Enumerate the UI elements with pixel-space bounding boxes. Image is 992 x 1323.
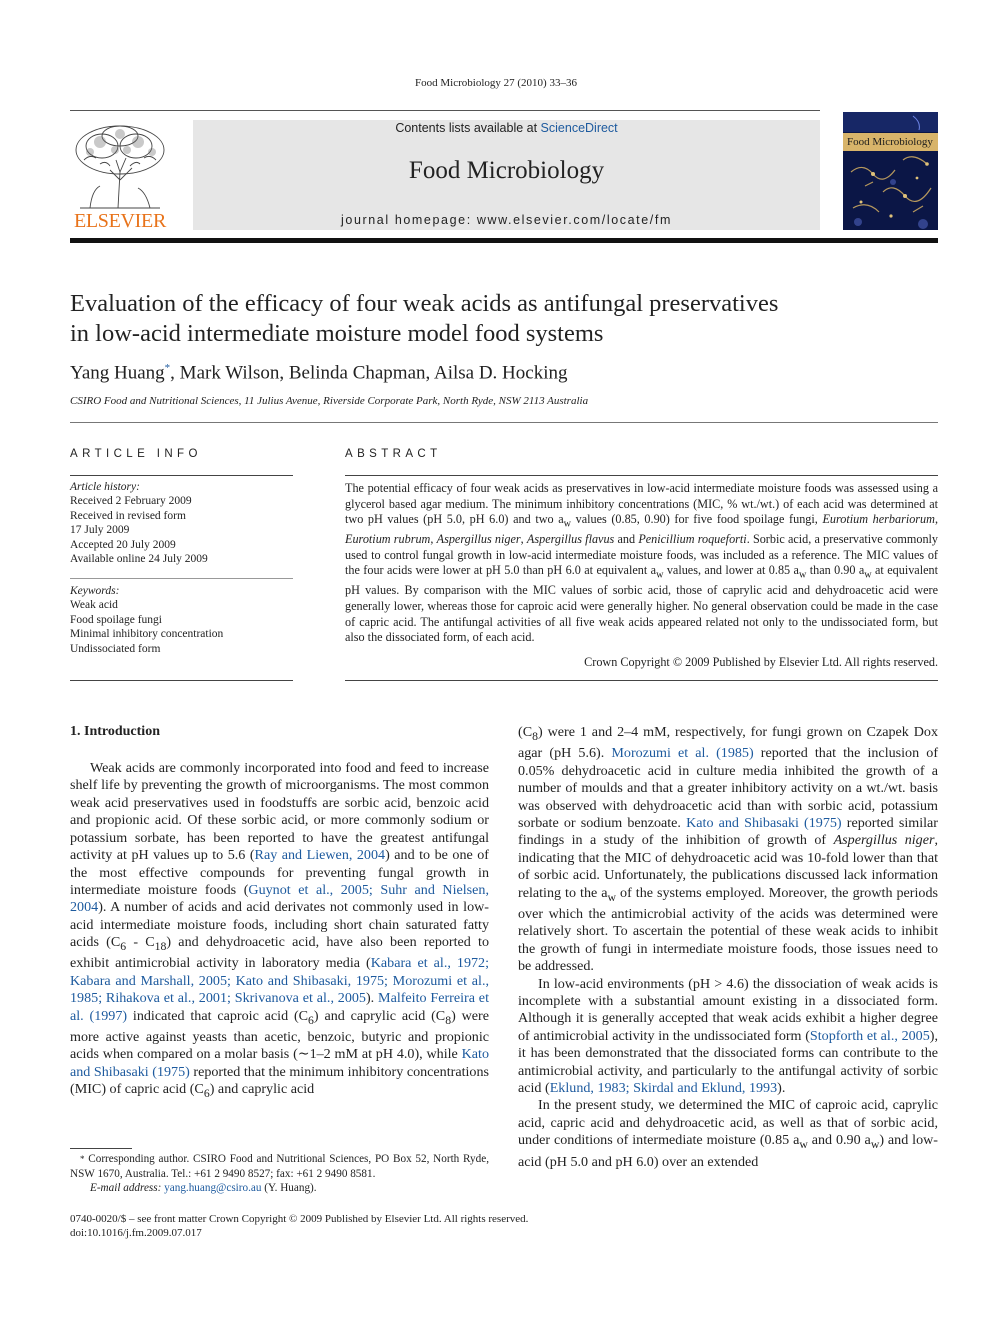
body-column-left — [70, 760, 489, 1102]
journal-homepage[interactable]: journal homepage: www.elsevier.com/locate/fm — [341, 213, 672, 227]
article-title — [70, 289, 930, 349]
cover-art — [843, 112, 938, 230]
citation-link[interactable]: Ray and Liewen, 2004 — [254, 847, 386, 864]
email-label: E-mail address: — [90, 1182, 162, 1194]
abstract-text: The potential efficacy of four weak acids as preservatives in low-acid intermediate moisture foods was assessed using a glycerol based agar medium. The minimum inhibitory concentrations (MIC, % wt./wt.) of each acid was determined at two pH values (pH 5.0, pH 6.0) and two $a_w$ values (0.85, 0.90) for five food spoilage fungi, Eurotium herbariorum, Eurotium rubrum, Aspergillus niger, Aspergillus flavus and Penicillium roqueforti. Sorbic acid, a preservative commonly used to control fungal growth in low-acid intermediate moisture foods, was included as a reference. The MIC values of the four acids were lower at pH 5.0 than pH 6.0 at equivalent $a_w$ values, and lower at 0.85 $a_w$ than 0.90 $a_w$ at equivalent pH values. By comparison with the MIC values of sorbic acid, those of caprylic acid and dehydroacetic acid were generally lower, whereas those for caproic acid were generally higher. No general observation could be made in the case of capric acid. The antifungal activities of all five weak acids appeared related not only to the undissociated form, but also the dissociated form, of each acid. — [345, 481, 939, 645]
citation-link[interactable]: Kato and Shibasaki (1975) — [686, 814, 842, 831]
contents-prefix: Contents lists available at — [395, 121, 541, 135]
history-item: Accepted 20 July 2009 — [70, 538, 176, 551]
journal-banner — [193, 120, 820, 230]
footnote-rule — [70, 1148, 132, 1149]
footnote-email-line — [70, 1181, 489, 1196]
keywords — [70, 584, 293, 656]
elsevier-wordmark: ELSEVIER — [73, 210, 167, 232]
history-item: Received in revised form — [70, 509, 186, 522]
contents-line — [193, 121, 820, 135]
tree-icon — [70, 120, 170, 212]
affiliation: CSIRO Food and Nutritional Sciences, 11 Julius Avenue, Riverside Corporate Park, North Ryde, NSW 2113 Australia — [70, 395, 589, 407]
history-label: Article history: — [70, 481, 140, 493]
keyword: Food spoilage fungi — [70, 613, 162, 626]
elsevier-logo — [70, 120, 170, 235]
citation-link[interactable]: Eklund, 1983; Skirdal and Eklund, 1993 — [549, 1080, 778, 1097]
footer-copyright: 0740-0020/$ – see front matter Crown Copyright © 2009 Published by Elsevier Ltd. All rights reserved. — [70, 1213, 529, 1225]
header-rule-thick — [70, 238, 938, 243]
divider — [345, 475, 938, 476]
paragraph: Weak acids are commonly incorporated into food and feed to increase shelf life by preventing the growth of microorganisms. The most common weak acid preservatives used in foodstuffs are sorbic acid, benzoic acid and propionic acid. Of these sorbic acid, or more commonly sodium or potassium sorbate, has been reported to have the greatest antifungal activity at pH values up to 5.6 (Ray and Liewen, 2004) and to be one of the most effective compounds for preventing fungal growth in intermediate moisture foods (Guynot et al., 2005; Suhr and Nielsen, 2004). A number of acids and acid derivates not commonly used in low-acid intermediate moisture foods, including short chain saturated fatty acids $(C_6 - C_{18})$ and dehydroacetic acid, have also been reported to exhibit antimicrobial activity in laboratory media (Kabara et al., 1972; Kabara and Marshall, 2005; Kato and Shibasaki, 1975; Morozumi et al., 1985; Rihakova et al., 2001; Skrivanova et al., 2005). Malfeito Ferreira et al. (1997) indicated that caproic acid $(C_6)$ and caprylic acid $(C_8)$ were more active against yeasts than acetic, benzoic, butyric and propionic acids when compared on a molar basis (∼1–2 mM at pH 4.0), while Kato and Shibasaki (1975) reported that the minimum inhibitory concentrations (MIC) of capric acid $(C_6)$ and caprylic acid — [70, 760, 489, 1101]
divider — [70, 680, 293, 681]
sciencedirect-link[interactable]: ScienceDirect — [540, 121, 618, 135]
footnote — [70, 1152, 489, 1196]
divider — [345, 680, 938, 681]
author-corresponding[interactable]: Yang Huang — [70, 362, 165, 384]
paragraph: $(C_8)$ were 1 and 2–4 mM, respectively, for fungi grown on Czapek Dox agar (pH 5.6). Morozumi et al. (1985) reported that the inclusion of 0.05% dehydroacetic acid in culture media inhibited the growth of a number of moulds and that a greater inhibitory activity on a wt./wt. basis was observed with dehydroacetic acid than with sorbic acid, potassium sorbate or sodium benzoate. Kato and Shibasaki (1975) reported similar findings in a study of the inhibition of growth of Aspergillus niger, indicating that the MIC of dehydroacetic acid was 10-fold lower than that of sorbic acid. Unfortunately, the publications discussed lack information relating to the $a_w$ of the systems employed. Moreover, the growth periods over which the antimicrobial activity of the acids was determined were relatively short. To ascertain the potential of these weak acids to inhibit the growth of fungi in intermediate moisture foods, those issues need to be addressed. — [518, 724, 939, 975]
paragraph: In the present study, we determined the MIC of caproic acid, caprylic acid, capric acid and dehydroacetic acid, as well as that of sorbic acid, under conditions of intermediate moisture (0.85 $a_w$ and 0.90 $a_w$) and low-acid (pH 5.0 and pH 6.0) over an extended — [518, 1097, 938, 1170]
keyword: Undissociated form — [70, 642, 161, 655]
article-history — [70, 480, 293, 566]
cover-title: Food Microbiology — [843, 133, 938, 151]
abstract-copyright: Crown Copyright © 2009 Published by Elsevier Ltd. All rights reserved. — [584, 655, 938, 669]
title-line-1: Evaluation of the efficacy of four weak acids as antifungal preservatives — [70, 290, 779, 317]
body-column-right — [518, 724, 938, 1171]
journal-cover-image — [843, 112, 938, 230]
corresponding-mark[interactable]: * — [164, 362, 171, 374]
citation-link[interactable]: Kato and Shibasaki (1975) — [70, 1046, 489, 1080]
citation-link[interactable]: Malfeito Ferreira et al. (1997) — [70, 990, 489, 1024]
citation-link[interactable]: Kabara et al., 1972; Kabara and Marshall, 2005; Kato and Shibasaki, 1975; Morozumi et al., 1985; Rihakova et al., 2001; Skrivanova et al., 2005 — [70, 955, 489, 1007]
citation-link[interactable]: Guynot et al., 2005; Suhr and Nielsen, 2004 — [70, 881, 489, 916]
history-item: Available online 24 July 2009 — [70, 553, 208, 566]
divider — [70, 475, 293, 476]
footnote-corresponding: * Corresponding author. CSIRO Food and Nutritional Sciences, PO Box 52, North Ryde, NSW 1670, Australia. Tel.: +61 2 9490 8527; fax: +61 2 9490 8581. — [70, 1153, 489, 1180]
keyword: Minimal inhibitory concentration — [70, 628, 224, 641]
email-link[interactable]: yang.huang@csiro.au — [164, 1182, 262, 1194]
author-list — [70, 362, 567, 384]
article-info-heading: ARTICLE INFO — [70, 448, 202, 460]
authors-rest: , Mark Wilson, Belinda Chapman, Ailsa D. Hocking — [170, 362, 568, 384]
paragraph: In low-acid environments (pH > 4.6) the dissociation of weak acids is incomplete with a substantial amount existing in a dissociated form. Although it is generally accepted that weak acids exhibit a higher degree of antimicrobial activity in the undissociated form (Stopforth et al., 2005), it has been demonstrated that the dissociated forms can contribute to the antimicrobial activity, and particularly to the antifungal activity of sorbic acid (Eklund, 1983; Skirdal and Eklund, 1993). — [518, 975, 938, 1097]
keywords-label: Keywords: — [70, 585, 120, 597]
footnote-text: Corresponding author. CSIRO Food and Nutritional Sciences, PO Box 52, North Ryde, NSW 1670, Australia. Tel.: +61 2 9490 8527; fax: +61 2 9490 8581. — [70, 1153, 489, 1180]
email-suffix: (Y. Huang). — [264, 1182, 317, 1194]
abstract-heading: ABSTRACT — [345, 448, 442, 460]
history-item: Received 2 February 2009 — [70, 495, 192, 508]
citation-link[interactable]: Stopforth et al., 2005 — [809, 1027, 930, 1044]
keyword: Weak acid — [70, 599, 118, 612]
running-head: Food Microbiology 27 (2010) 33–36 — [415, 77, 577, 89]
journal-name: Food Microbiology — [408, 157, 605, 184]
citation-link[interactable]: Morozumi et al. (1985) — [611, 745, 754, 762]
footer-doi[interactable]: doi:10.1016/j.fm.2009.07.017 — [70, 1227, 202, 1239]
title-line-2: in low-acid intermediate moisture model food systems — [70, 320, 604, 347]
section-heading: 1. Introduction — [70, 724, 160, 739]
divider — [70, 578, 293, 579]
header-rule — [70, 110, 820, 111]
divider — [70, 422, 938, 423]
history-item: 17 July 2009 — [70, 524, 130, 537]
